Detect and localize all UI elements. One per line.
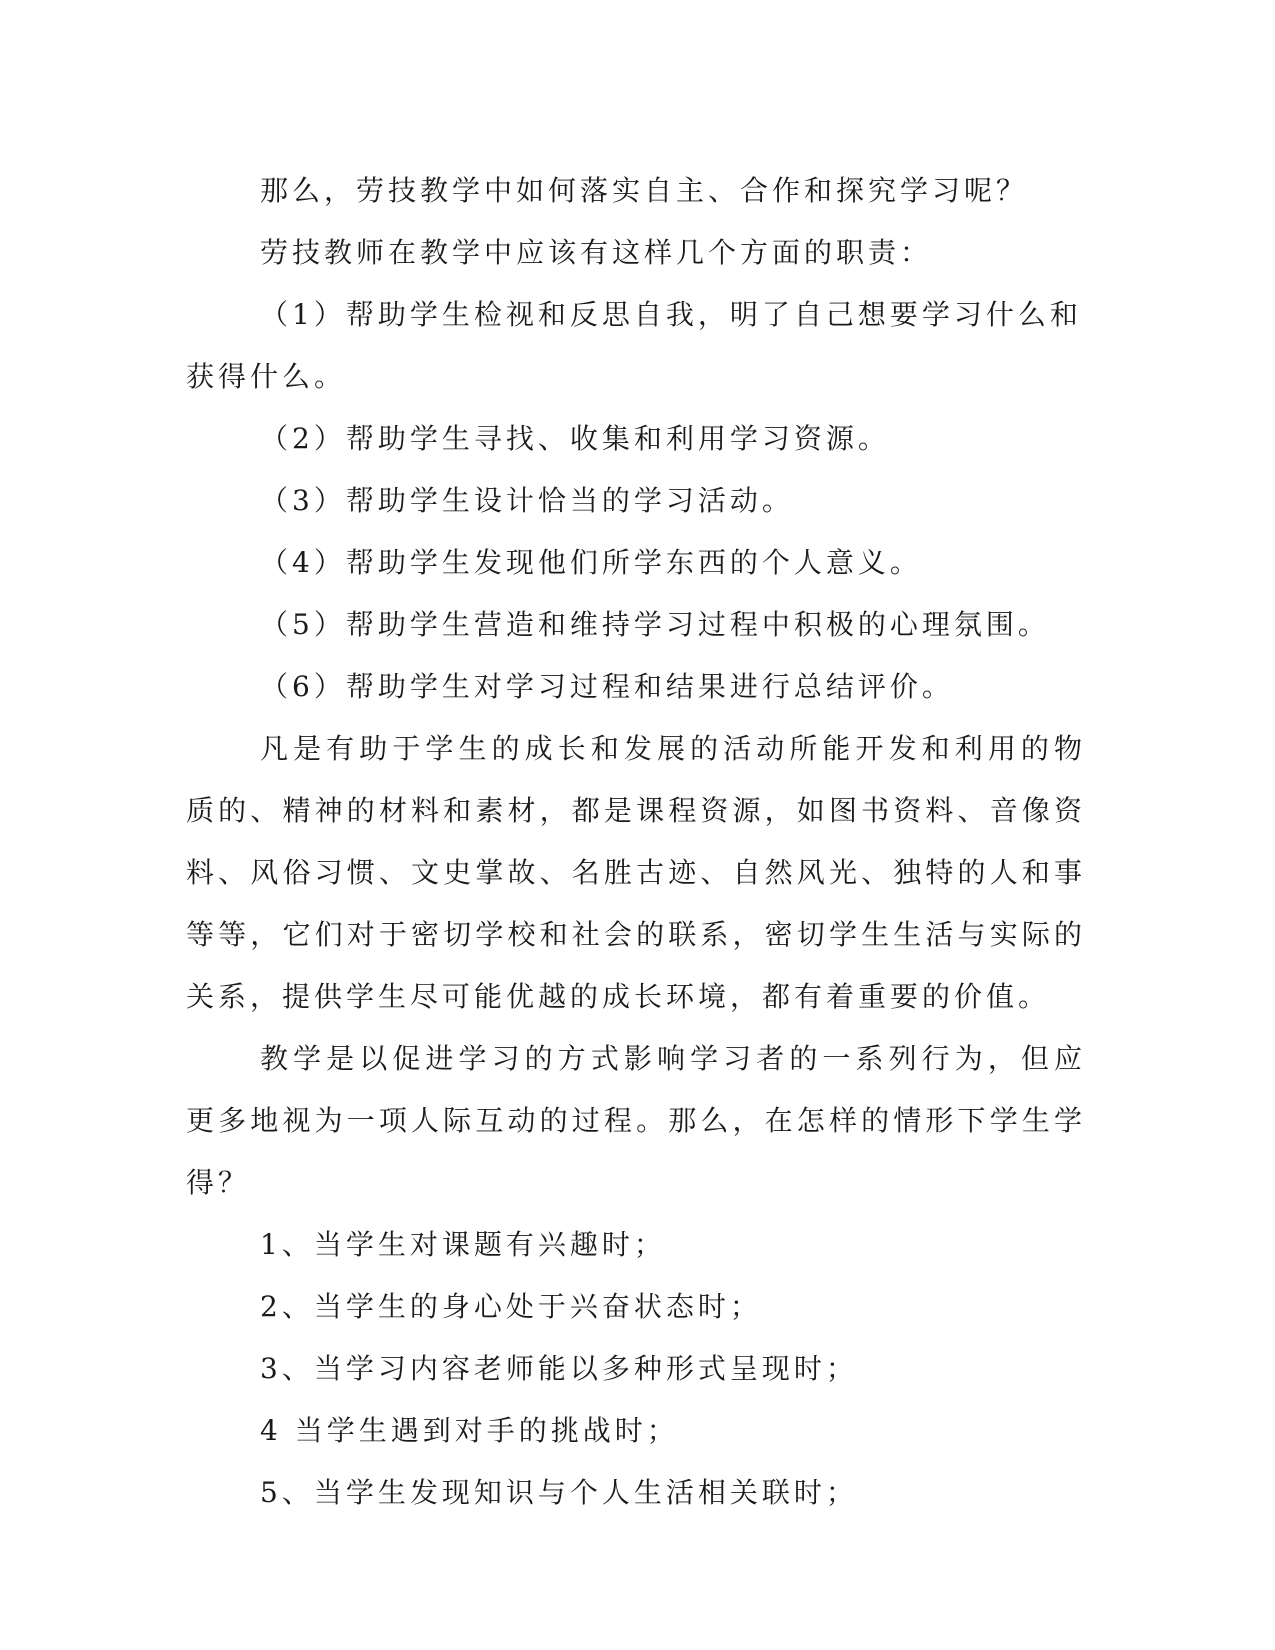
duty-item-1: （1）帮助学生检视和反思自我，明了自己想要学习什么和获得什么。 xyxy=(186,298,1082,393)
condition-item-5: 5、当学生发现知识与个人生活相关联时； xyxy=(260,1476,858,1509)
document-body xyxy=(186,160,1086,1524)
condition-item-3: 3、当学习内容老师能以多种形式呈现时； xyxy=(260,1352,858,1385)
condition-item-4: 4 当学生遇到对手的挑战时； xyxy=(260,1414,679,1447)
intro-question: 那么，劳技教学中如何落实自主、合作和探究学习呢？ xyxy=(260,174,1029,207)
duty-item-4: （4）帮助学生发现他们所学东西的个人意义。 xyxy=(260,546,922,579)
duty-item-2: （2）帮助学生寻找、收集和利用学习资源。 xyxy=(260,422,890,455)
teaching-paragraph: 教学是以促进学习的方式影响学习者的一系列行为，但应更多地视为一项人际互动的过程。那么，在怎样的情形下学生学得？ xyxy=(186,1042,1086,1199)
condition-item-2: 2、当学生的身心处于兴奋状态时； xyxy=(260,1290,762,1323)
condition-item-1: 1、当学生对课题有兴趣时； xyxy=(260,1228,666,1261)
resources-paragraph: 凡是有助于学生的成长和发展的活动所能开发和利用的物质的、精神的材料和素材，都是课程资源，如图书资料、音像资料、风俗习惯、文史掌故、名胜古迹、自然风光、独特的人和事等等，它们对于密切学校和社会的联系，密切学生生活与实际的关系，提供学生尽可能优越的成长环境，都有着重要的价值。 xyxy=(186,732,1086,1013)
duty-item-6: （6）帮助学生对学习过程和结果进行总结评价。 xyxy=(260,670,954,703)
duties-lead: 劳技教师在教学中应该有这样几个方面的职责： xyxy=(260,236,933,269)
duty-item-3: （3）帮助学生设计恰当的学习活动。 xyxy=(260,484,794,517)
duty-item-5: （5）帮助学生营造和维持学习过程中积极的心理氛围。 xyxy=(260,608,1050,641)
